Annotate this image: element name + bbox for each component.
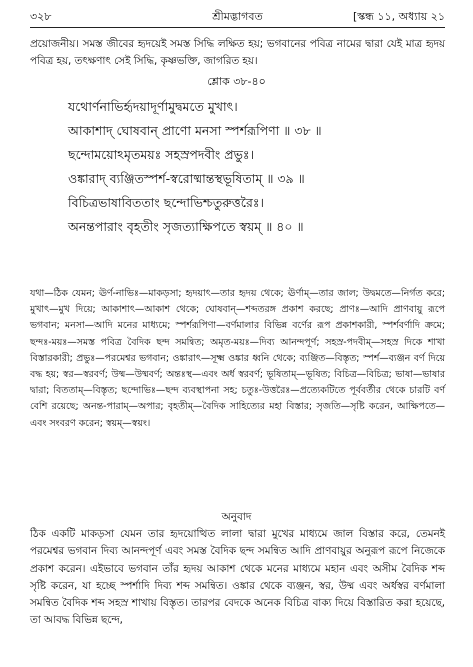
verse-line: বিচিত্রভাষাবিততাং ছন্দোভিশ্চতুরুত্তরৈঃ। [68,195,264,210]
verse-line: যথোর্ণনাভির্হৃদয়াদূর্ণামুদ্বমতে মুখাৎ। [68,99,238,114]
verse-heading: শ্লোক ৩৮-৪০ [207,75,266,88]
translation-heading: অনুবাদ [221,511,252,523]
verse-block [68,95,445,239]
page-header [30,8,445,26]
verse-line: ওঙ্কারাদ্ ব্যঞ্জিতস্পর্শ-স্বরোষ্মান্তস্থভূষিতাম্ ॥ ৩৯ ॥ [68,171,305,186]
verse-line: অনন্তপারাং বৃহতীং সৃজত্যাক্ষিপতে স্বয়ম্ ॥ ৪০ ॥ [68,219,304,234]
book-title: শ্রীমদ্ভাগবত [212,10,263,23]
header-rule [30,27,445,28]
intro-paragraph: প্রয়োজনীয়। সমস্ত জীবের হৃদয়েই সমস্ত সিদ্ধি লক্ষিত হয়; ভগবানের পবিত্র নামের দ্বারা যেই মাত্র হৃদয় পবিত্র হয়, তৎক্ষণাৎ সেই সিদ্ধি, কৃষ্ণভক্তি, জাগরিত হয়। [30,38,445,67]
page-number: ৩২৮ [30,10,52,23]
synonyms-paragraph: যথা—ঠিক যেমন; ঊর্ণ-নাভিঃ—মাকড়সা; হৃদয়াৎ—তার হৃদয় থেকে; ঊর্ণাম্—তার জাল; উদ্বমতে—নির্গত করে; মুখাৎ—মুখ দিয়ে; আকাশাৎ—আকাশ থেকে; ঘোষবান্—শব্দতরঙ্গ প্রকাশ করছে; প্রাণঃ—আদি প্রাণবায়ু রূপে ভগবান; মনসা—আদি মনের মাধ্যমে; স্পর্শরূপিণা—বর্ণমালার বিভিন্ন বর্ণের রূপ প্রকাশকারী, স্পর্শবর্ণাদি ক্রমে; ছন্দঃ-ময়ঃ—সমস্ত পবিত্র বৈদিক ছন্দ সমন্বিত; অমৃত-ময়ঃ—দিব্য আনন্দপূর্ণ; সহস্র-পদবীম্—সহস্র দিকে শাখা বিস্তারকারী; প্রভুঃ—পরমেশ্বর ভগবান; ওঙ্কারাৎ—সূক্ষ্ম ওঙ্কার ধ্বনি থেকে; ব্যঞ্জিত—বিস্তৃত; স্পর্শ—ব্যঞ্জন বর্ণ দিয়ে বদ্ধ হয়; স্বর—স্বরবর্ণ; উষ্ম—উষ্মবর্ণ; অন্তঃস্থ—এবং অর্ধ স্বরবর্ণ; ভূষিতাম্—ভূষিত; বিচিত্র—বিচিত্র; ভাষা—ভাষার দ্বারা; বিততাম্—বিস্তৃত; ছন্দোভিঃ—ছন্দ ব্যবস্থাপনা সহ; চতুঃ-উত্তরৈঃ—প্রত্যেকটিতে পূর্ববর্তীর থেকে চারটি বর্ণ বেশি রয়েছে; অনন্ত-পারাম্—অপার; বৃহতীম্—বৈদিক সাহিত্যের মহা বিস্তার; সৃজতি—সৃষ্টি করেন, আক্ষিপতে—এবং সংবরণ করেন; স্বয়ম্—স্বয়ং। [30,288,445,429]
chapter-reference: [স্কন্ধ ১১, অধ্যায় ২১ [352,10,445,23]
translation-paragraph: ঠিক একটি মাকড়সা যেমন তার হৃদয়োত্থিত লালা দ্বারা মুখের মাধ্যমে জাল বিস্তার করে, তেমনই পরমেশ্বর ভগবান দিব্য আনন্দপূর্ণ এবং সমস্ত বৈদিক ছন্দ সমন্বিত আদি প্রাণবায়ুর অনুরূপ রূপে নিজেকে প্রকাশ করেন। এইভাবে ভগবান তাঁর হৃদয় আকাশ থেকে মনের মাধ্যমে মহান এবং অসীম বৈদিক শব্দ সৃষ্টি করেন, যা হচ্ছে স্পর্শাদি দিব্য শব্দ সমন্বিত। ওঙ্কার থেকে ব্যঞ্জন, স্বর, উষ্ম এবং অর্ধস্বর বর্ণমালা সমন্বিত বৈদিক শব্দ সহস্র শাখায় বিস্তৃত। তারপর বেদকে অনেক বিচিত্র বাক্য দিয়ে বিস্তারিত করা হয়েছে, তা আবদ্ধ বিভিন্ন ছন্দে, [30,528,445,627]
verse-line: আকাশাদ্ ঘোষবান্ প্রাণো মনসা স্পর্শরূপিণা ॥ ৩৮ ॥ [68,123,322,138]
verse-line: ছন্দোময়োঽমৃতময়ঃ সহস্রপদবীং প্রভুঃ। [68,147,255,162]
